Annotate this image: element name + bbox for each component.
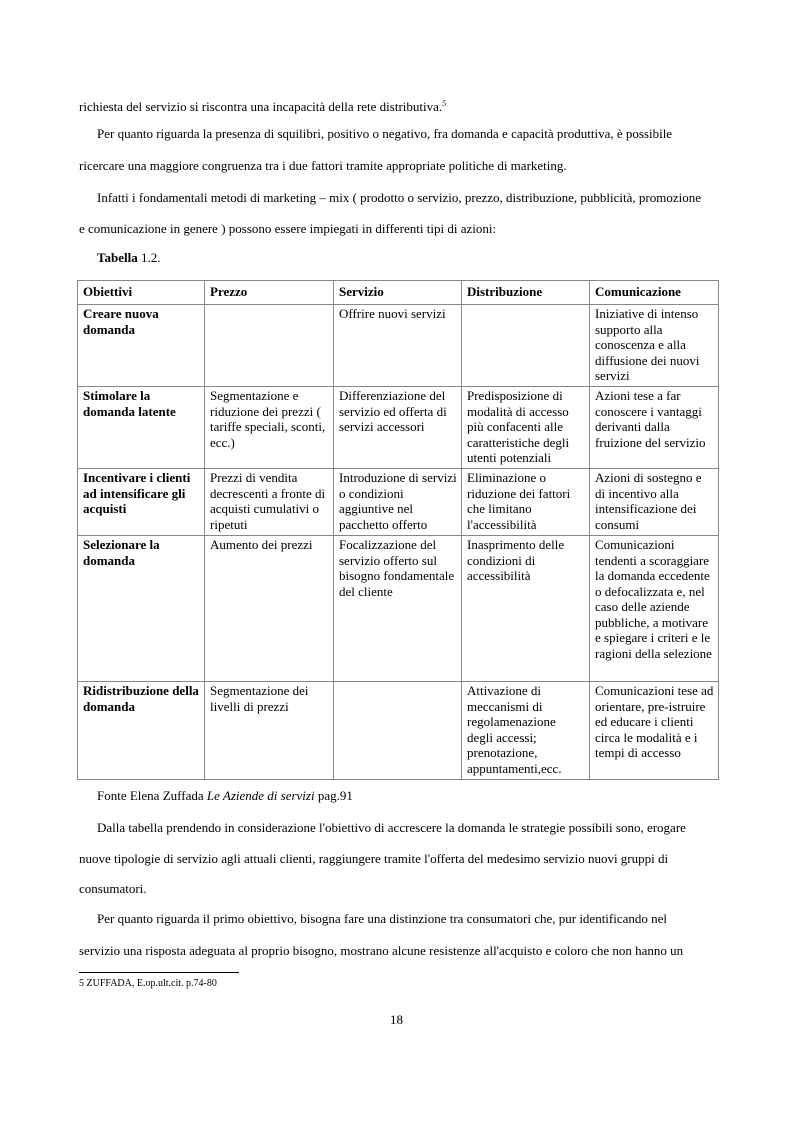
table-header-row xyxy=(78,281,719,305)
table-cell: Prezzi di vendita decrescenti a fronte di acquisti cumulativi o ripetuti xyxy=(205,469,334,536)
header-cell: Prezzo xyxy=(205,281,334,305)
table-caption-label: Tabella xyxy=(97,250,138,265)
page-number: 18 xyxy=(390,1012,403,1027)
table-cell xyxy=(334,682,462,780)
table-cell: Inasprimento delle condizioni di accessibilità xyxy=(462,536,590,682)
header-cell: Comunicazione xyxy=(590,281,719,305)
marketing-mix-table xyxy=(77,280,719,780)
source-title: Le Aziende di servizi xyxy=(206,788,315,803)
paragraph-line: Dalla tabella prendendo in considerazione l'obiettivo di accrescere la domanda le strategie possibili sono, erogare xyxy=(97,820,686,835)
table-row xyxy=(78,536,719,682)
table-source xyxy=(97,788,353,804)
table-cell: Ridistribuzione della domanda xyxy=(78,682,205,780)
table-cell: Iniziative di intenso supporto alla conoscenza e alla diffusione dei nuovi servizi xyxy=(590,305,719,387)
paragraph-line: ricercare una maggiore congruenza tra i due fattori tramite appropriate politiche di marketing. xyxy=(79,158,567,173)
table-caption-number: 1.2. xyxy=(137,250,161,265)
paragraph-line: Per quanto riguarda il primo obiettivo, bisogna fare una distinzione tra consumatori che, pur identificando nel xyxy=(97,911,668,926)
table-cell: Attivazione di meccanismi di regolamenazione degli accessi; prenotazione, appuntamenti,ecc. xyxy=(462,682,590,780)
table-cell: Creare nuova domanda xyxy=(78,305,205,387)
table-cell: Incentivare i clienti ad intensificare gli acquisti xyxy=(78,469,205,536)
footnote-ref: 5 xyxy=(442,99,447,108)
table-cell: Stimolare la domanda latente xyxy=(78,387,205,469)
table-cell: Offrire nuovi servizi xyxy=(334,305,462,387)
table-cell: Focalizzazione del servizio offerto sul bisogno fondamentale del cliente xyxy=(334,536,462,682)
table-cell xyxy=(462,305,590,387)
table-cell: Azioni tese a far conoscere i vantaggi derivanti dalla fruizione del servizio xyxy=(590,387,719,469)
table-cell: Segmentazione e riduzione dei prezzi ( tariffe speciali, sconti, ecc.) xyxy=(205,387,334,469)
table-cell: Comunicazioni tese ad orientare, pre-istruire ed educare i clienti circa le modalità e i tempi di accesso xyxy=(590,682,719,780)
paragraph-line xyxy=(79,96,719,115)
table-cell: Eliminazione o riduzione dei fattori che limitano l'accessibilità xyxy=(462,469,590,536)
table-cell: Azioni di sostegno e di incentivo alla intensificazione dei consumi xyxy=(590,469,719,536)
table-row xyxy=(78,305,719,387)
footnote-divider xyxy=(79,972,239,973)
table-caption xyxy=(97,250,160,266)
paragraph-line: e comunicazione in genere ) possono essere impiegati in differenti tipi di azioni: xyxy=(79,221,497,236)
paragraph-line: servizio una risposta adeguata al proprio bisogno, mostrano alcune resistenze all'acquisto e coloro che non hanno un xyxy=(79,943,684,958)
table-cell: Introduzione di servizi o condizioni aggiuntive nel pacchetto offerto xyxy=(334,469,462,536)
table-row xyxy=(78,682,719,780)
paragraph-line: consumatori. xyxy=(79,881,147,896)
paragraph-line: Per quanto riguarda la presenza di squilibri, positivo o negativo, fra domanda e capacità produttiva, è possibile xyxy=(97,126,673,141)
source-suffix: pag.91 xyxy=(314,788,353,803)
header-cell: Obiettivi xyxy=(78,281,205,305)
text: richiesta del servizio si riscontra una incapacità della rete distributiva. xyxy=(79,99,443,114)
table-cell: Comunicazioni tendenti a scoraggiare la domanda eccedente o defocalizzata e, nel caso delle aziende pubbliche, a motivare e spiegare i criteri e le ragioni della selezione xyxy=(590,536,719,682)
table-row xyxy=(78,469,719,536)
footnote: 5 ZUFFADA, E.op.ult.cit. p.74-80 xyxy=(79,978,217,989)
table-cell: Differenziazione del servizio ed offerta di servizi accessori xyxy=(334,387,462,469)
source-prefix: Fonte Elena Zuffada xyxy=(97,788,207,803)
paragraph-line: Infatti i fondamentali metodi di marketing – mix ( prodotto o servizio, prezzo, distribuzione, pubblicità, promozione xyxy=(97,190,701,205)
header-cell: Servizio xyxy=(334,281,462,305)
table-cell: Predisposizione di modalità di accesso più confacenti alle caratteristiche degli utenti potenziali xyxy=(462,387,590,469)
table-row xyxy=(78,387,719,469)
header-cell: Distribuzione xyxy=(462,281,590,305)
table-cell xyxy=(205,305,334,387)
table-cell: Aumento dei prezzi xyxy=(205,536,334,682)
table-cell: Segmentazione dei livelli di prezzi xyxy=(205,682,334,780)
paragraph-line: nuove tipologie di servizio agli attuali clienti, raggiungere tramite l'offerta del medesimo servizio nuovi gruppi di xyxy=(79,851,669,866)
table-cell: Selezionare la domanda xyxy=(78,536,205,682)
